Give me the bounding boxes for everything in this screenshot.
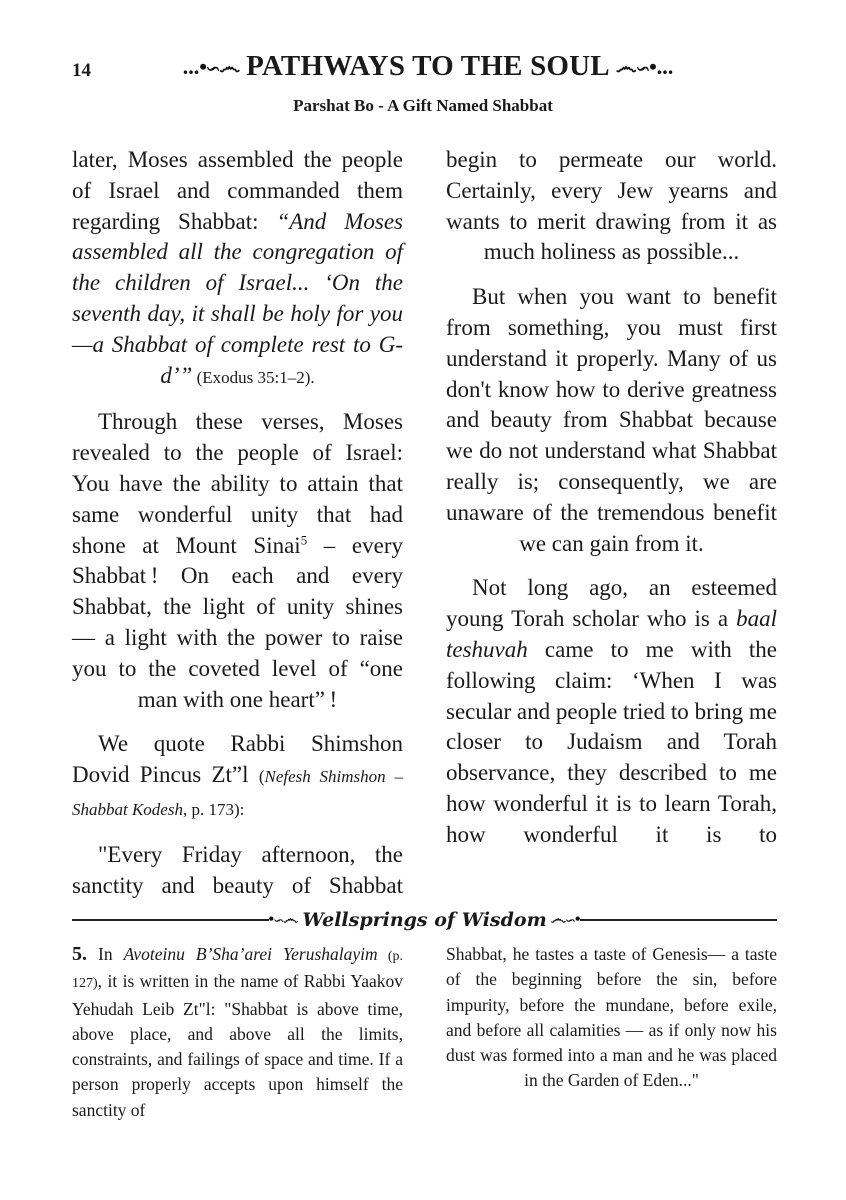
footnote-text: Shabbat, he tastes a taste of Genesis— a taste of the beginning before the sin, before impurity, before the mundane, before exile, and before all calamities — as if only now his dust was formed into a man and he was placed in the Garden of Eden..." [446,944,777,1091]
paragraph-text: Through these verses, Moses revealed to the people of Israel: You have the ability to attain that same wonderful unity that had shone at Mount Sinai [72,409,403,558]
footnote-separator [72,908,777,932]
paragraph-text: came to me with the following claim: ‘When I was secular and people tried to bring me closer to Judaism and Torah observance, they described to me how wonderful it is to learn Torah, how wonderful it is to [446,636,777,847]
paragraph [72,145,403,393]
book-title: PATHWAYS TO THE SOUL [246,50,610,82]
footnote-left [72,942,403,1123]
right-column [446,145,777,865]
running-title [128,50,728,83]
footnote-right [446,942,777,1094]
footnote-text: 5. In Avoteinu B’Sha’arei Yerushalayim (p. 127), it is written in the name of Rabbi Yaakov Yehudah Leib Zt"l: "Shabbat is above time, above place, and above all the limits, constraints, and failings of space and time. If a person properly accepts upon himself the sanctity of [72,943,403,1120]
left-column [72,145,403,915]
term-italic: baal teshuvah [446,606,777,662]
divider-line [580,919,777,921]
paragraph-text: begin to permeate our world. Certainly, every Jew yearns and wants to merit drawing from it as much holiness as possible... [446,147,777,265]
paragraph-text: later, Moses assembled the people of Israel and commanded them regarding Shabbat: [72,147,403,234]
page-number: 14 [72,60,91,81]
paragraph-text: "Every Friday afternoon, the sanctity and beauty of Shabbat [72,841,403,898]
paragraph-text: But when you want to benefit from something, you must first understand it properly. Many of us don't know how to derive greatness and beauty from Shabbat because we do not understand what Shabbat really is; consequently, we are unaware of the tremendous benefit we can gain from it. [446,284,777,556]
divider-line [72,919,269,921]
citation: (Exodus 35:1–2). [192,367,315,387]
footnote-ref-link[interactable]: 5 [300,531,308,547]
ornament-left-icon: •∽෴ [268,911,299,928]
paragraph [72,840,403,902]
citation: (Nefesh Shimshon – Shabbat Kodesh, p. 173): [72,767,403,819]
footnote-number: 5. [72,943,87,965]
footnote-source: Avoteinu B’Sha’arei Yerushalayim [123,944,378,964]
scripture-quote: “And Moses assembled all the congregation of the children of Israel... ‘On the seventh day, it shall be holy for you—a Shabbat of complete rest to G-d’” [72,208,403,388]
paragraph-text: Not long ago, an esteemed young Torah scholar who is a [446,575,777,632]
chapter-subtitle: Parshat Bo - A Gift Named Shabbat [293,96,553,115]
paragraph [446,282,777,559]
paragraph-text: We quote Rabbi Shimshon Dovid Pincus Zt”l [72,731,403,788]
ornament-right-icon: ෴∽•... [615,53,674,79]
paragraph [446,573,777,850]
paragraph [72,407,403,715]
paragraph [72,729,403,825]
separator-label: Wellsprings of Wisdom [302,909,547,931]
footnote-page-ref: (p. 127) [72,949,403,992]
ornament-right-icon: ෴∽• [550,911,581,928]
paragraph-text: – every Shabbat ! On each and every Shabbat, the light of unity shines — a light with the power to raise you to the coveted level of “one man with one heart” ! [72,532,403,712]
paragraph [446,145,777,268]
ornament-left-icon: ...•∽෴ [182,53,241,79]
